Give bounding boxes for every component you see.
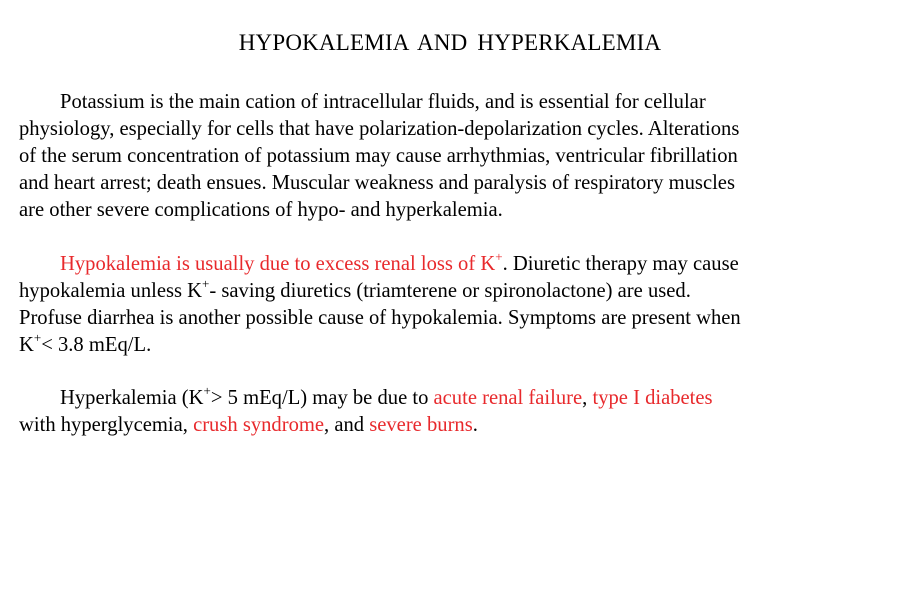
text-line (19, 385, 879, 412)
text-segment: K (19, 334, 34, 356)
text-line: physiology, especially for cells that have polarization-depolarization cycles. Alterations (19, 118, 740, 140)
text-segment: . (472, 414, 478, 436)
text-line: Profuse diarrhea is another possible cause of hypokalemia. Symptoms are present when (19, 307, 741, 329)
text-line: are other severe complications of hypo- and hyperkalemia. (19, 199, 503, 221)
text-segment: hypokalemia unless K (19, 280, 203, 302)
page-title: HYPOKALEMIA AND HYPERKALEMIA (238, 30, 662, 55)
superscript-plus: + (33, 330, 42, 346)
text-line (19, 412, 879, 439)
paragraph-hyperkalemia (19, 385, 879, 439)
text-segment: with hyperglycemia, (19, 414, 194, 436)
highlight-type-i-diabetes: type I diabetes (592, 387, 713, 409)
text-line: Potassium is the main cation of intracellular fluids, and is essential for cellular (60, 91, 706, 113)
highlight-text: Hypokalemia is usually due to excess renal loss of K (60, 253, 496, 275)
text-segment: . Diuretic therapy may cause (502, 253, 739, 275)
text-line (19, 278, 879, 305)
paragraph-potassium-intro (19, 89, 879, 224)
text-line: of the serum concentration of potassium may cause arrhythmias, ventricular fibrillation (19, 145, 738, 167)
highlight-crush-syndrome: crush syndrome (193, 414, 325, 436)
superscript-plus: + (202, 276, 210, 292)
text-segment: > 5 mEq/L) may be due to (210, 387, 434, 409)
text-line (19, 251, 879, 278)
highlight-severe-burns: severe burns (369, 414, 473, 436)
highlight-acute-renal-failure: acute renal failure (433, 387, 583, 409)
text-segment: Hyperkalemia (K (60, 387, 204, 409)
text-segment: , (582, 387, 593, 409)
text-segment: < 3.8 mEq/L. (41, 334, 152, 356)
text-segment: , and (324, 414, 370, 436)
paragraph-hypokalemia (19, 251, 879, 359)
highlight-hypokalemia-cause (60, 249, 503, 275)
text-line (19, 332, 879, 359)
text-segment: - saving diuretics (triamterene or spironolactone) are used. (209, 280, 691, 302)
text-line: and heart arrest; death ensues. Muscular weakness and paralysis of respiratory muscles (19, 172, 735, 194)
superscript-plus: + (495, 249, 503, 265)
superscript-plus: + (203, 383, 211, 399)
